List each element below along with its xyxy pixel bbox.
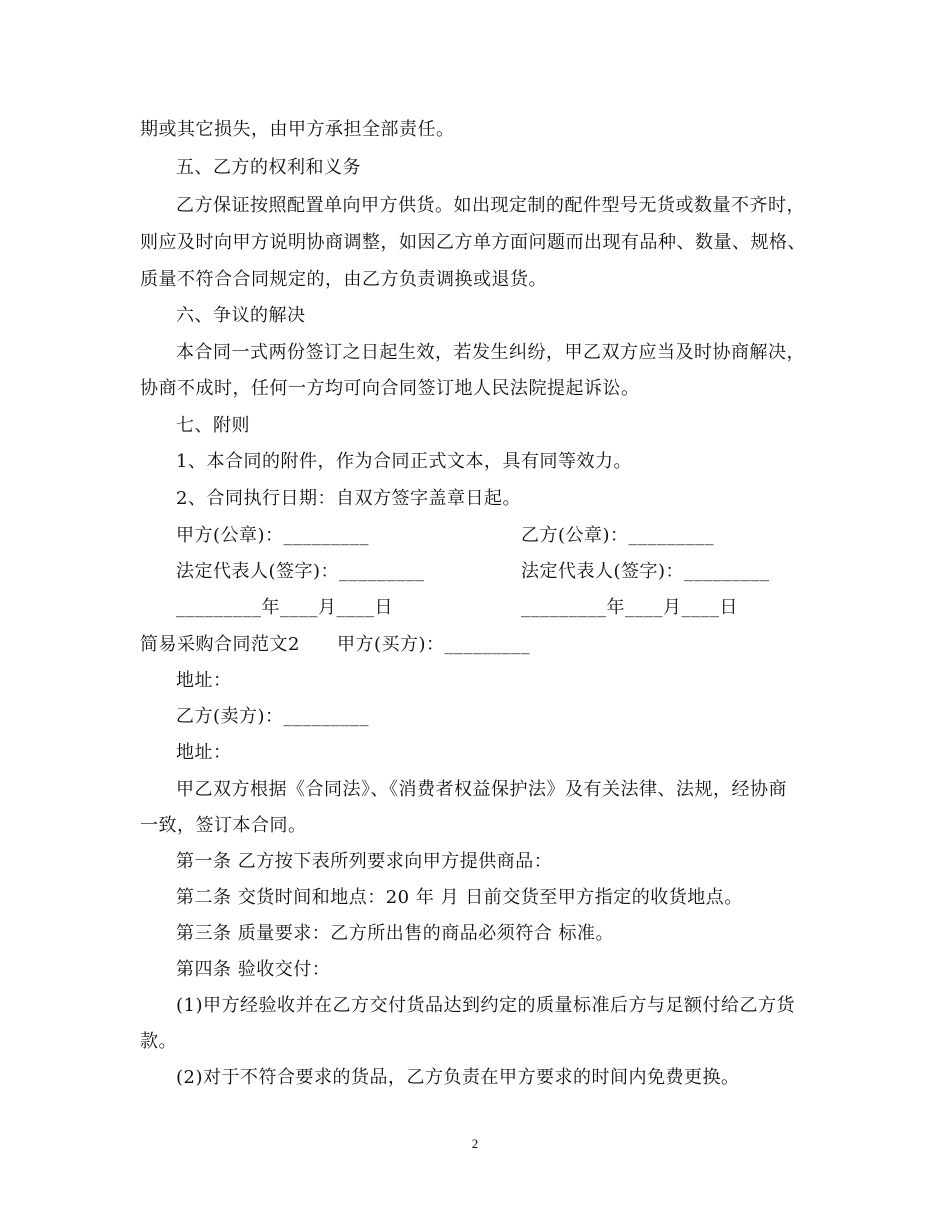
paragraph-line: 质量不符合合同规定的，由乙方负责调换或退货。 bbox=[140, 269, 547, 290]
page-number: 2 bbox=[471, 1136, 479, 1151]
section-heading: 六、争议的解决 bbox=[176, 305, 306, 326]
paragraph-line: 甲乙双方根据《合同法》、《消费者权益保护法》及有关法律、法规，经协商 bbox=[176, 779, 787, 800]
article-line: 第二条 交货时间和地点：20 年 月 日前交货至甲方指定的收货地点。 bbox=[176, 887, 743, 908]
party-a-seal-field: 甲方(公章)：_________ bbox=[176, 525, 370, 546]
contract-title-line: 简易采购合同范文2 甲方(买方)：_________ bbox=[140, 634, 530, 655]
party-a-date-field: _________年____月____日 bbox=[176, 597, 393, 618]
party-b-representative-field: 法定代表人(签字)：_________ bbox=[521, 561, 770, 582]
article-line: 第三条 质量要求：乙方所出售的商品必须符合 标准。 bbox=[176, 923, 614, 944]
clause-line: (2)对于不符合要求的货品，乙方负责在甲方要求的时间内免费更换。 bbox=[176, 1067, 740, 1088]
article-line: 第四条 验收交付： bbox=[176, 959, 331, 980]
paragraph-line: 则应及时向甲方说明协商调整，如因乙方单方面问题而出现有品种、数量、规格、 bbox=[140, 232, 806, 253]
party-a-representative-field: 法定代表人(签字)：_________ bbox=[176, 561, 425, 582]
party-b-date-field: _________年____月____日 bbox=[521, 597, 738, 618]
paragraph-line: 1、本合同的附件，作为合同正式文本，具有同等效力。 bbox=[176, 451, 632, 472]
paragraph-line: 协商不成时，任何一方均可向合同签订地人民法院提起诉讼。 bbox=[140, 378, 640, 399]
clause-line: (1)甲方经验收并在乙方交付货品达到约定的质量标准后方与足额付给乙方货 bbox=[176, 995, 795, 1016]
paragraph-line: 2、合同执行日期：自双方签字盖章日起。 bbox=[176, 488, 521, 509]
seller-address-label: 地址： bbox=[176, 742, 232, 763]
clause-line: 款。 bbox=[140, 1031, 177, 1052]
paragraph-line: 乙方保证按照配置单向甲方供货。如出现定制的配件型号无货或数量不齐时， bbox=[176, 195, 805, 216]
paragraph-line: 一致，签订本合同。 bbox=[140, 815, 307, 836]
party-b-seal-field: 乙方(公章)：_________ bbox=[521, 525, 715, 546]
paragraph-line: 本合同一式两份签订之日起生效，若发生纠纷，甲乙双方应当及时协商解决， bbox=[176, 342, 805, 363]
paragraph-line: 期或其它损失，由甲方承担全部责任。 bbox=[140, 119, 455, 140]
buyer-address-label: 地址： bbox=[176, 670, 232, 691]
section-heading: 七、附则 bbox=[176, 415, 250, 436]
article-line: 第一条 乙方按下表所列要求向甲方提供商品： bbox=[176, 851, 553, 872]
section-heading: 五、乙方的权利和义务 bbox=[176, 157, 361, 178]
seller-field: 乙方(卖方)：_________ bbox=[176, 706, 370, 727]
